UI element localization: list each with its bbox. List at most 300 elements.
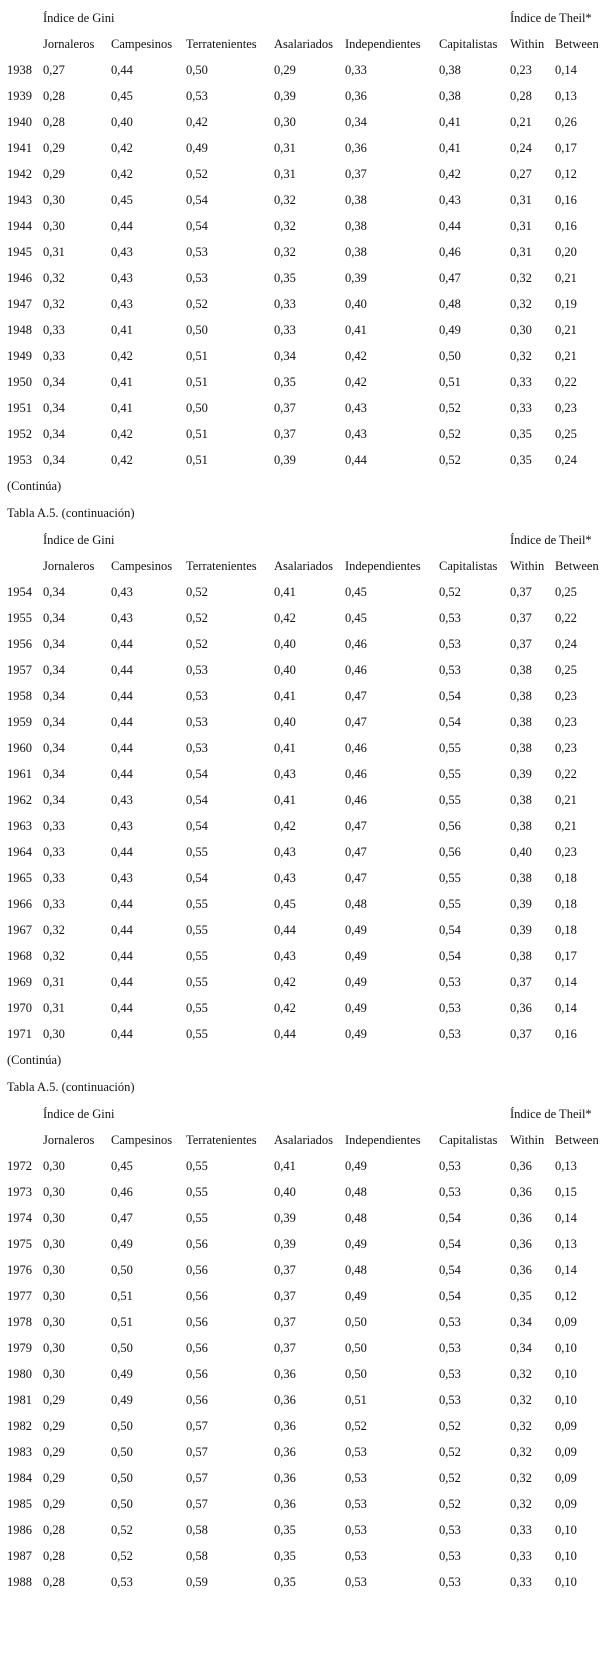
value-cell: 0,55	[186, 897, 208, 911]
value-cell: 0,28	[43, 1549, 65, 1563]
table-row	[0, 1543, 610, 1569]
year-cell: 1975	[7, 1237, 32, 1251]
column-header: Within	[510, 1133, 545, 1147]
value-cell: 0,35	[274, 1549, 296, 1563]
value-cell: 0,50	[111, 1263, 133, 1277]
value-cell: 0,39	[274, 1237, 296, 1251]
continua-note: (Continúa)	[7, 479, 62, 493]
value-cell: 0,33	[274, 297, 296, 311]
value-cell: 0,47	[439, 271, 461, 285]
table-row	[0, 291, 610, 317]
value-cell: 0,28	[43, 115, 65, 129]
value-cell: 0,36	[274, 1393, 296, 1407]
column-header: Jornaleros	[43, 559, 95, 573]
value-cell: 0,48	[345, 1185, 367, 1199]
value-cell: 0,22	[555, 375, 577, 389]
value-cell: 0,32	[510, 1419, 532, 1433]
value-cell: 0,45	[111, 89, 133, 103]
value-cell: 0,30	[510, 323, 532, 337]
value-cell: 0,50	[111, 1471, 133, 1485]
value-cell: 0,44	[274, 923, 296, 937]
value-cell: 0,53	[345, 1471, 367, 1485]
index-header-row	[0, 1101, 610, 1127]
year-cell: 1968	[7, 949, 32, 963]
value-cell: 0,52	[186, 585, 208, 599]
value-cell: 0,38	[439, 89, 461, 103]
year-cell: 1984	[7, 1471, 32, 1485]
value-cell: 0,56	[186, 1289, 208, 1303]
table-row	[0, 83, 610, 109]
value-cell: 0,52	[439, 1419, 461, 1433]
year-cell: 1956	[7, 637, 32, 651]
value-cell: 0,53	[439, 1393, 461, 1407]
value-cell: 0,31	[43, 245, 65, 259]
value-cell: 0,45	[111, 1159, 133, 1173]
year-cell: 1943	[7, 193, 32, 207]
value-cell: 0,43	[111, 871, 133, 885]
value-cell: 0,25	[555, 585, 577, 599]
value-cell: 0,10	[555, 1575, 577, 1589]
table-row	[0, 605, 610, 631]
column-header: Capitalistas	[439, 559, 498, 573]
value-cell: 0,34	[43, 793, 65, 807]
value-cell: 0,35	[274, 1575, 296, 1589]
year-cell: 1988	[7, 1575, 32, 1589]
value-cell: 0,44	[111, 715, 133, 729]
value-cell: 0,53	[186, 663, 208, 677]
value-cell: 0,42	[111, 167, 133, 181]
value-cell: 0,35	[510, 1289, 532, 1303]
column-header: Within	[510, 559, 545, 573]
table-row	[0, 1335, 610, 1361]
value-cell: 0,25	[555, 663, 577, 677]
table-section	[0, 1101, 610, 1595]
year-cell: 1941	[7, 141, 32, 155]
value-cell: 0,57	[186, 1419, 208, 1433]
value-cell: 0,50	[345, 1341, 367, 1355]
year-cell: 1982	[7, 1419, 32, 1433]
value-cell: 0,40	[345, 297, 367, 311]
table-section	[0, 5, 610, 473]
year-cell: 1939	[7, 89, 32, 103]
table-row	[0, 1283, 610, 1309]
value-cell: 0,45	[345, 585, 367, 599]
value-cell: 0,18	[555, 897, 577, 911]
value-cell: 0,53	[439, 1549, 461, 1563]
value-cell: 0,32	[43, 949, 65, 963]
value-cell: 0,09	[555, 1315, 577, 1329]
year-cell: 1948	[7, 323, 32, 337]
value-cell: 0,31	[274, 141, 296, 155]
year-cell: 1965	[7, 871, 32, 885]
value-cell: 0,24	[510, 141, 532, 155]
value-cell: 0,56	[186, 1393, 208, 1407]
table-row	[0, 135, 610, 161]
value-cell: 0,46	[345, 767, 367, 781]
value-cell: 0,55	[439, 767, 461, 781]
value-cell: 0,18	[555, 871, 577, 885]
column-header: Capitalistas	[439, 1133, 498, 1147]
value-cell: 0,24	[555, 453, 577, 467]
table-row	[0, 161, 610, 187]
value-cell: 0,38	[510, 793, 532, 807]
value-cell: 0,39	[510, 923, 532, 937]
value-cell: 0,46	[345, 663, 367, 677]
value-cell: 0,56	[186, 1341, 208, 1355]
value-cell: 0,24	[555, 637, 577, 651]
value-cell: 0,35	[274, 271, 296, 285]
value-cell: 0,57	[186, 1497, 208, 1511]
value-cell: 0,29	[274, 63, 296, 77]
value-cell: 0,52	[439, 1445, 461, 1459]
value-cell: 0,54	[186, 193, 208, 207]
value-cell: 0,44	[111, 949, 133, 963]
value-cell: 0,41	[111, 375, 133, 389]
value-cell: 0,52	[439, 427, 461, 441]
value-cell: 0,14	[555, 1263, 577, 1277]
value-cell: 0,36	[274, 1471, 296, 1485]
value-cell: 0,13	[555, 1237, 577, 1251]
column-header: Jornaleros	[43, 1133, 95, 1147]
value-cell: 0,55	[186, 1159, 208, 1173]
value-cell: 0,35	[274, 1523, 296, 1537]
value-cell: 0,21	[510, 115, 532, 129]
value-cell: 0,41	[111, 401, 133, 415]
value-cell: 0,37	[510, 585, 532, 599]
table-row	[0, 995, 610, 1021]
value-cell: 0,37	[274, 1263, 296, 1277]
value-cell: 0,55	[186, 1185, 208, 1199]
value-cell: 0,52	[439, 1471, 461, 1485]
value-cell: 0,49	[111, 1237, 133, 1251]
value-cell: 0,21	[555, 323, 577, 337]
value-cell: 0,48	[345, 897, 367, 911]
value-cell: 0,58	[186, 1523, 208, 1537]
value-cell: 0,52	[186, 167, 208, 181]
value-cell: 0,54	[439, 1263, 461, 1277]
table-row	[0, 239, 610, 265]
value-cell: 0,35	[510, 427, 532, 441]
value-cell: 0,47	[111, 1211, 133, 1225]
year-cell: 1981	[7, 1393, 32, 1407]
value-cell: 0,34	[274, 349, 296, 363]
value-cell: 0,30	[43, 1185, 65, 1199]
value-cell: 0,31	[274, 167, 296, 181]
value-cell: 0,54	[439, 1289, 461, 1303]
column-header-row	[0, 553, 610, 579]
value-cell: 0,56	[439, 819, 461, 833]
value-cell: 0,29	[43, 141, 65, 155]
value-cell: 0,36	[510, 1185, 532, 1199]
value-cell: 0,38	[510, 715, 532, 729]
year-cell: 1976	[7, 1263, 32, 1277]
value-cell: 0,34	[43, 401, 65, 415]
value-cell: 0,55	[186, 1001, 208, 1015]
value-cell: 0,40	[111, 115, 133, 129]
value-cell: 0,41	[274, 585, 296, 599]
value-cell: 0,53	[345, 1497, 367, 1511]
table-row	[0, 1179, 610, 1205]
table-caption: Tabla A.5. (continuación)	[7, 1080, 135, 1094]
table-row	[0, 1205, 610, 1231]
value-cell: 0,49	[345, 1001, 367, 1015]
value-cell: 0,51	[186, 349, 208, 363]
value-cell: 0,30	[43, 1159, 65, 1173]
value-cell: 0,56	[186, 1263, 208, 1277]
value-cell: 0,36	[274, 1367, 296, 1381]
value-cell: 0,53	[439, 1185, 461, 1199]
value-cell: 0,44	[111, 767, 133, 781]
value-cell: 0,44	[111, 663, 133, 677]
table-row	[0, 265, 610, 291]
value-cell: 0,29	[43, 167, 65, 181]
table-row	[0, 1257, 610, 1283]
gini-header: Índice de Gini	[43, 533, 115, 547]
year-cell: 1958	[7, 689, 32, 703]
value-cell: 0,10	[555, 1341, 577, 1355]
value-cell: 0,33	[510, 1575, 532, 1589]
value-cell: 0,54	[186, 767, 208, 781]
value-cell: 0,34	[43, 427, 65, 441]
year-cell: 1970	[7, 1001, 32, 1015]
table-row	[0, 943, 610, 969]
value-cell: 0,33	[43, 871, 65, 885]
value-cell: 0,33	[510, 401, 532, 415]
table-row	[0, 1569, 610, 1595]
value-cell: 0,42	[111, 427, 133, 441]
year-cell: 1944	[7, 219, 32, 233]
value-cell: 0,28	[43, 1523, 65, 1537]
value-cell: 0,54	[186, 793, 208, 807]
value-cell: 0,51	[439, 375, 461, 389]
value-cell: 0,51	[111, 1315, 133, 1329]
value-cell: 0,53	[186, 689, 208, 703]
value-cell: 0,49	[345, 1159, 367, 1173]
value-cell: 0,33	[43, 897, 65, 911]
value-cell: 0,44	[111, 637, 133, 651]
value-cell: 0,43	[111, 819, 133, 833]
year-cell: 1962	[7, 793, 32, 807]
value-cell: 0,54	[439, 689, 461, 703]
value-cell: 0,49	[111, 1367, 133, 1381]
value-cell: 0,34	[43, 741, 65, 755]
value-cell: 0,12	[555, 167, 577, 181]
value-cell: 0,44	[111, 63, 133, 77]
value-cell: 0,51	[111, 1289, 133, 1303]
value-cell: 0,44	[111, 923, 133, 937]
table-row	[0, 709, 610, 735]
year-cell: 1940	[7, 115, 32, 129]
table-row	[0, 1021, 610, 1047]
value-cell: 0,57	[186, 1445, 208, 1459]
value-cell: 0,35	[274, 375, 296, 389]
value-cell: 0,36	[510, 1001, 532, 1015]
value-cell: 0,52	[111, 1549, 133, 1563]
value-cell: 0,49	[345, 1027, 367, 1041]
value-cell: 0,43	[111, 297, 133, 311]
year-cell: 1985	[7, 1497, 32, 1511]
value-cell: 0,56	[186, 1367, 208, 1381]
document-page	[0, 5, 610, 1595]
table-row	[0, 631, 610, 657]
table-row	[0, 343, 610, 369]
value-cell: 0,30	[43, 1237, 65, 1251]
year-cell: 1951	[7, 401, 32, 415]
year-cell: 1959	[7, 715, 32, 729]
value-cell: 0,52	[186, 611, 208, 625]
value-cell: 0,39	[274, 453, 296, 467]
column-header: Asalariados	[274, 1133, 334, 1147]
column-header: Asalariados	[274, 559, 334, 573]
value-cell: 0,36	[274, 1497, 296, 1511]
value-cell: 0,38	[510, 871, 532, 885]
value-cell: 0,42	[274, 1001, 296, 1015]
column-header: Campesinos	[111, 1133, 173, 1147]
table-section	[0, 527, 610, 1047]
value-cell: 0,14	[555, 1001, 577, 1015]
value-cell: 0,30	[43, 1211, 65, 1225]
value-cell: 0,44	[111, 1001, 133, 1015]
value-cell: 0,30	[43, 1027, 65, 1041]
table-row	[0, 1361, 610, 1387]
value-cell: 0,22	[555, 767, 577, 781]
value-cell: 0,36	[274, 1419, 296, 1433]
value-cell: 0,47	[345, 819, 367, 833]
value-cell: 0,56	[186, 1237, 208, 1251]
value-cell: 0,42	[186, 115, 208, 129]
value-cell: 0,38	[510, 949, 532, 963]
column-header: Between	[555, 559, 599, 573]
value-cell: 0,53	[439, 1575, 461, 1589]
table-row	[0, 813, 610, 839]
value-cell: 0,49	[345, 1289, 367, 1303]
gini-header: Índice de Gini	[43, 11, 115, 25]
table-row	[0, 917, 610, 943]
value-cell: 0,42	[111, 453, 133, 467]
value-cell: 0,50	[111, 1445, 133, 1459]
value-cell: 0,19	[555, 297, 577, 311]
value-cell: 0,53	[186, 715, 208, 729]
column-header: Within	[510, 37, 545, 51]
value-cell: 0,44	[345, 453, 367, 467]
value-cell: 0,49	[111, 1393, 133, 1407]
value-cell: 0,37	[274, 1289, 296, 1303]
table-caption: Tabla A.5. (continuación)	[7, 506, 135, 520]
value-cell: 0,47	[345, 715, 367, 729]
value-cell: 0,55	[186, 1211, 208, 1225]
column-header-row	[0, 31, 610, 57]
value-cell: 0,34	[43, 637, 65, 651]
value-cell: 0,36	[345, 89, 367, 103]
value-cell: 0,44	[111, 975, 133, 989]
value-cell: 0,09	[555, 1471, 577, 1485]
value-cell: 0,37	[274, 427, 296, 441]
value-cell: 0,34	[43, 611, 65, 625]
theil-header: Índice de Theil*	[510, 1107, 592, 1121]
value-cell: 0,53	[186, 89, 208, 103]
year-cell: 1945	[7, 245, 32, 259]
value-cell: 0,43	[274, 871, 296, 885]
value-cell: 0,53	[439, 975, 461, 989]
value-cell: 0,56	[186, 1315, 208, 1329]
value-cell: 0,10	[555, 1393, 577, 1407]
value-cell: 0,37	[345, 167, 367, 181]
value-cell: 0,14	[555, 63, 577, 77]
value-cell: 0,52	[439, 585, 461, 599]
value-cell: 0,53	[186, 245, 208, 259]
value-cell: 0,46	[345, 637, 367, 651]
column-header: Independientes	[345, 1133, 421, 1147]
value-cell: 0,48	[345, 1211, 367, 1225]
value-cell: 0,55	[439, 741, 461, 755]
value-cell: 0,43	[111, 585, 133, 599]
column-header: Campesinos	[111, 559, 173, 573]
value-cell: 0,22	[555, 611, 577, 625]
value-cell: 0,10	[555, 1523, 577, 1537]
value-cell: 0,20	[555, 245, 577, 259]
value-cell: 0,16	[555, 1027, 577, 1041]
year-cell: 1974	[7, 1211, 32, 1225]
value-cell: 0,43	[345, 427, 367, 441]
value-cell: 0,50	[345, 1315, 367, 1329]
column-header: Asalariados	[274, 37, 334, 51]
value-cell: 0,52	[186, 297, 208, 311]
value-cell: 0,40	[274, 1185, 296, 1199]
table-row	[0, 657, 610, 683]
value-cell: 0,14	[555, 1211, 577, 1225]
value-cell: 0,21	[555, 271, 577, 285]
value-cell: 0,39	[510, 897, 532, 911]
value-cell: 0,44	[274, 1027, 296, 1041]
value-cell: 0,50	[186, 63, 208, 77]
value-cell: 0,34	[510, 1341, 532, 1355]
value-cell: 0,43	[274, 949, 296, 963]
gini-header: Índice de Gini	[43, 1107, 115, 1121]
value-cell: 0,33	[510, 1523, 532, 1537]
year-cell: 1969	[7, 975, 32, 989]
value-cell: 0,52	[186, 637, 208, 651]
value-cell: 0,38	[345, 193, 367, 207]
value-cell: 0,41	[111, 323, 133, 337]
value-cell: 0,58	[186, 1549, 208, 1563]
value-cell: 0,10	[555, 1549, 577, 1563]
value-cell: 0,31	[510, 219, 532, 233]
value-cell: 0,37	[274, 401, 296, 415]
value-cell: 0,33	[43, 323, 65, 337]
value-cell: 0,51	[186, 427, 208, 441]
value-cell: 0,47	[345, 689, 367, 703]
value-cell: 0,42	[111, 349, 133, 363]
column-header: Campesinos	[111, 37, 173, 51]
value-cell: 0,23	[510, 63, 532, 77]
value-cell: 0,36	[510, 1159, 532, 1173]
value-cell: 0,46	[345, 793, 367, 807]
value-cell: 0,50	[111, 1419, 133, 1433]
year-cell: 1979	[7, 1341, 32, 1355]
value-cell: 0,30	[43, 1341, 65, 1355]
value-cell: 0,52	[439, 453, 461, 467]
value-cell: 0,33	[43, 845, 65, 859]
value-cell: 0,55	[186, 923, 208, 937]
index-header-row	[0, 5, 610, 31]
value-cell: 0,54	[186, 819, 208, 833]
value-cell: 0,49	[186, 141, 208, 155]
value-cell: 0,40	[274, 637, 296, 651]
value-cell: 0,43	[439, 193, 461, 207]
value-cell: 0,54	[186, 219, 208, 233]
value-cell: 0,23	[555, 715, 577, 729]
value-cell: 0,46	[439, 245, 461, 259]
